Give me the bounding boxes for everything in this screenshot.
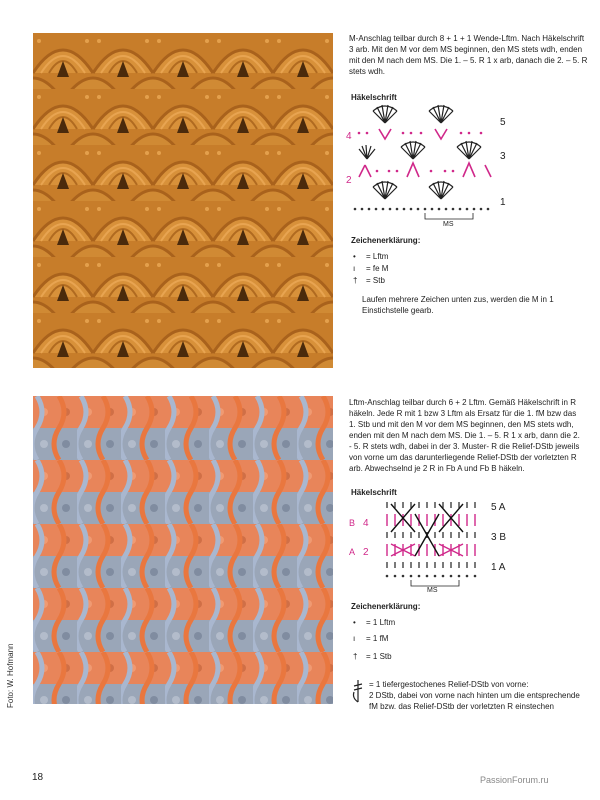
pattern2-row-label-1: 1 A xyxy=(491,562,506,573)
shell-stitch-photo xyxy=(33,33,333,368)
pattern2-legend-symbol-2: ı xyxy=(353,634,356,643)
pattern1-legend-text-3: = Stb xyxy=(366,276,385,285)
shell-stitch-texture xyxy=(33,33,333,368)
pattern2-row-label-5: 5 A xyxy=(491,502,506,513)
pattern1-instructions: M-Anschlag teilbar durch 8 + 1 + 1 Wende-Lftm. Nach Häkelschrift 3 arb. Mit den M vor dem MS beginnen, den MS stets wdh, enden mit den M nach dem MS. Die 1. – 5. R 1 x arb, danach die 2. – 5. R stets wdh. xyxy=(349,34,588,76)
pattern2-color-label-b: B xyxy=(349,518,356,528)
pattern1-chart-title: Häkelschrift xyxy=(351,93,397,102)
pattern1-legend-row-1 xyxy=(353,252,388,261)
relief-dstb-symbol xyxy=(350,678,366,704)
pattern1-chart-fans-row1 xyxy=(373,181,453,199)
pattern1-chart-row2 xyxy=(359,163,491,177)
pattern1-crochet-chart xyxy=(345,103,515,228)
pattern1-legend-text-2: = fe M xyxy=(366,264,389,273)
pattern2-chart-title: Häkelschrift xyxy=(351,488,397,497)
pattern1-chart-fans-row5 xyxy=(373,105,453,123)
pattern2-legend-row-3 xyxy=(353,652,392,661)
pattern1-note: Laufen mehrere Zeichen unten zus, werden die M in 1 Einstichstelle gearb. xyxy=(362,295,554,315)
pattern2-chart-foundation xyxy=(386,575,477,578)
pattern1-legend-row-3 xyxy=(353,276,385,285)
pattern1-chart-foundation xyxy=(354,208,490,211)
relief-stitch-texture xyxy=(33,396,333,704)
pattern2-legend-symbol-3: † xyxy=(353,652,358,661)
pattern1-row-label-5: 5 xyxy=(500,117,506,128)
pattern2-row-label-2: 2 xyxy=(363,547,369,558)
pattern1-legend-text-1: = Lftm xyxy=(366,252,389,261)
pattern2-legend-text-1: = 1 Lftm xyxy=(366,618,396,627)
pattern1-legend-symbol-2: ı xyxy=(353,264,356,273)
pattern2-legend-row-1 xyxy=(353,618,395,627)
pattern1-legend-title: Zeichenerklärung: xyxy=(351,236,421,245)
pattern1-legend-symbol-1: • xyxy=(353,252,356,261)
pattern1-row-label-4: 4 xyxy=(346,131,352,142)
pattern1-row-label-2: 2 xyxy=(346,175,352,186)
pattern2-chart-row3 xyxy=(387,532,475,538)
pattern1-row-label-1: 1 xyxy=(500,197,506,208)
pattern1-legend-symbol-3: † xyxy=(353,276,358,285)
pattern2-row-label-4: 4 xyxy=(363,518,369,529)
pattern1-chart-fans-row3 xyxy=(359,141,481,159)
pattern2-legend-text-3: = 1 Stb xyxy=(366,652,392,661)
pattern1-ms-label: MS xyxy=(443,221,454,228)
relief-stitch-photo xyxy=(33,396,333,704)
pattern2-instructions: Lftm-Anschlag teilbar durch 6 + 2 Lftm. Gemäß Häkelschrift in R häkeln. Jede R mit 1 bzw 3 Lftm als Ersatz für die 1. fM bzw das 1. Stb und mit den M vor dem MS beginnen, den MS stets wdh, enden mit den M nach dem MS. Die 1. – 5. R 1 x arb, dann die 2. - 5. R stets wdh, dabei in der 3. Muster- R die Relief-DStb jeweils von vorne um das darunterliegende Relief-DStb der vorletzten R arb. Abwechselnd je 2 R in Fb A und Fb B häkeln. xyxy=(349,398,580,473)
pattern2-legend-text-2: = 1 fM xyxy=(366,634,389,643)
photo-credit-text: Foto: W. Hofmann xyxy=(6,643,15,708)
pattern2-legend-title: Zeichenerklärung: xyxy=(351,602,421,611)
pattern2-chart-row1 xyxy=(387,562,475,568)
pattern2-special-stitch-line1: = 1 tiefergestochenes Relief-DStb von vorne: xyxy=(369,680,529,689)
pattern2-ms-bracket xyxy=(411,580,459,586)
watermark: PassionForum.ru xyxy=(480,775,549,785)
pattern2-row-label-3: 3 B xyxy=(491,532,507,543)
pattern1-legend-row-2 xyxy=(353,264,388,273)
pattern1-chart-row4 xyxy=(379,129,447,139)
pattern1-row-label-3: 3 xyxy=(500,151,506,162)
pattern2-chart-row2 xyxy=(387,544,475,556)
pattern2-crochet-chart xyxy=(345,498,525,593)
page-number: 18 xyxy=(32,772,44,783)
pattern1-ms-bracket xyxy=(425,213,473,219)
pattern2-color-label-a: A xyxy=(349,547,356,557)
pattern2-special-stitch-line2: 2 DStb, dabei von vorne nach hinten um die entsprechende fM bzw. das Relief-DStb der vorletzten R einstechen xyxy=(369,691,580,711)
pattern2-ms-label: MS xyxy=(427,587,438,593)
pattern2-legend-symbol-1: • xyxy=(353,618,356,627)
pattern2-legend-row-2 xyxy=(353,634,388,643)
